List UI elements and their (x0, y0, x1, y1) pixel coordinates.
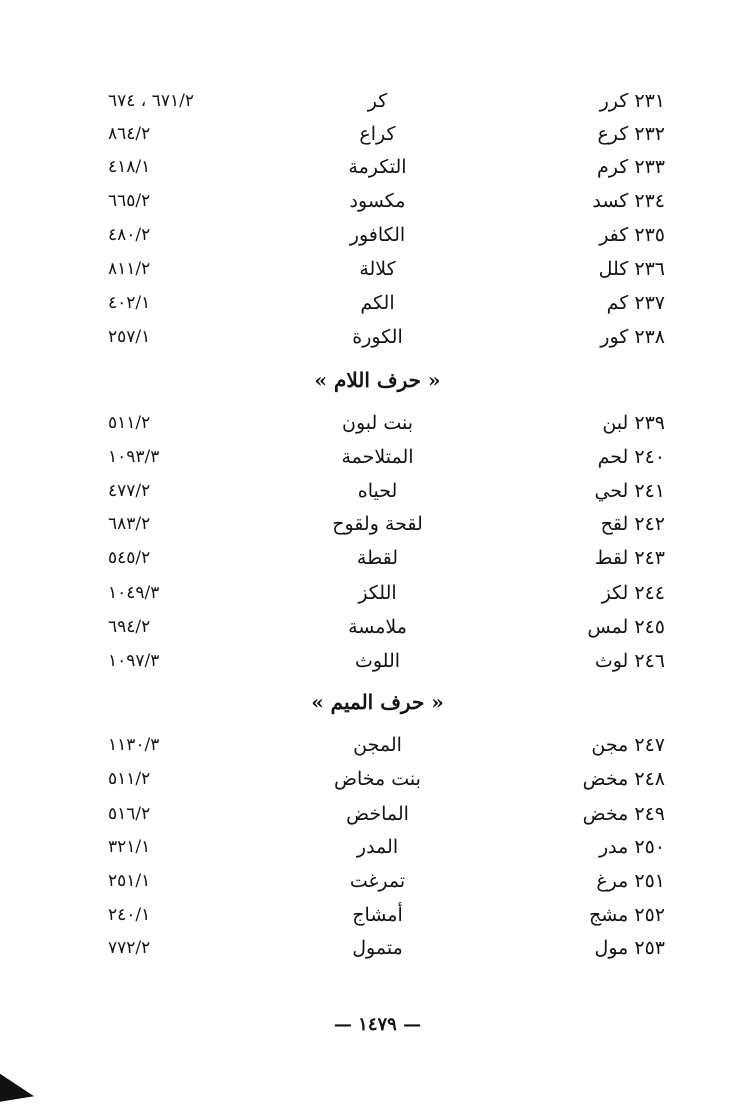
page-reference: ٢٥٧/١ (108, 327, 151, 347)
word-entry: الماخض (346, 803, 409, 825)
word-entry: اللوث (354, 650, 401, 672)
table-row (0, 610, 755, 644)
word-entry: الكافور (349, 224, 406, 246)
word-entry: بنت مخاض (334, 768, 421, 790)
table-row (0, 218, 755, 252)
root-entry: ٢٣٨ كور (600, 326, 665, 348)
root-entry: ٢٣٣ كرم (597, 156, 665, 178)
word-entry: كلالة (359, 258, 396, 280)
root-entry: ٢٤٩ مخض (582, 803, 665, 825)
page-reference: ١٠٩٣/٣ (108, 447, 160, 467)
root-entry: ٢٣٧ كم (606, 292, 665, 314)
word-entry: كر (367, 90, 388, 112)
word-entry: لحياه (357, 480, 398, 502)
page-reference: ٥١١/٢ (108, 769, 151, 789)
page-reference: ٧٧٢/٢ (108, 938, 151, 958)
root-entry: ٢٤٤ لكز (601, 582, 665, 604)
root-entry: ٢٥٢ مشج (588, 904, 665, 926)
page-reference: ١١٣٠/٣ (108, 735, 160, 755)
table-row (0, 644, 755, 678)
page-reference: ٥١١/٢ (108, 413, 151, 433)
root-entry: ٢٣٦ كلل (598, 258, 665, 280)
table-row (0, 440, 755, 474)
table-row (0, 507, 755, 541)
word-entry: اللكز (358, 582, 397, 604)
word-entry: بنت لبون (341, 412, 413, 434)
root-entry: ٢٥٠ مدر (599, 836, 665, 858)
root-entry: ٢٤٧ مجن (591, 734, 665, 756)
word-entry: المتلاحمة (341, 446, 414, 468)
word-entry: الكم (360, 292, 395, 314)
page-reference: ٢٤٠/١ (108, 905, 151, 925)
word-entry: المدر (356, 836, 399, 858)
page-number: — ١٤٧٩ — (333, 1014, 422, 1035)
page-reference: ٤٧٧/٢ (108, 481, 151, 501)
page-reference: ٦٧١/٢ ، ٦٧٤ (108, 91, 194, 111)
page-reference: ٨١١/٢ (108, 259, 151, 279)
root-entry: ٢٤٦ لوث (594, 650, 665, 672)
page-reference: ٨٦٤/٢ (108, 124, 151, 144)
word-entry: الكورة (352, 326, 403, 348)
word-entry: كراع (359, 123, 396, 145)
table-row (0, 406, 755, 440)
word-entry: لقحة ولقوح (332, 513, 423, 535)
word-entry: تمرغت (349, 870, 406, 892)
table-row (0, 576, 755, 610)
table-row (0, 931, 755, 965)
table-row (0, 762, 755, 796)
root-entry: ٢٥١ مرغ (596, 870, 665, 892)
page-reference: ٢٥١/١ (108, 871, 151, 891)
word-entry: ملامسة (348, 616, 407, 638)
root-entry: ٢٣٤ كسد (592, 190, 665, 212)
root-entry: ٢٣٩ لبن (602, 412, 665, 434)
page-reference: ٦٨٣/٢ (108, 514, 151, 534)
page-reference: ٥٤٥/٢ (108, 548, 151, 568)
root-entry: ٢٤١ لحي (594, 480, 665, 502)
table-row (0, 541, 755, 575)
word-entry: مكسود (349, 190, 406, 212)
table-row (0, 474, 755, 508)
table-row (0, 797, 755, 831)
root-entry: ٢٤٨ مخض (582, 768, 665, 790)
table-row (0, 252, 755, 286)
table-row (0, 84, 755, 118)
section-heading-mim: « حرف الميم » (311, 690, 444, 714)
page-reference: ٤٠٢/١ (108, 293, 151, 313)
page-reference: ٥١٦/٢ (108, 804, 151, 824)
page-reference: ١٠٩٧/٣ (108, 651, 160, 671)
root-entry: ٢٥٣ مول (594, 937, 665, 959)
page-reference: ٦٦٥/٢ (108, 191, 151, 211)
section-heading-lam: « حرف اللام » (314, 368, 441, 392)
word-entry: أمشاج (352, 904, 403, 926)
page-reference: ٤١٨/١ (108, 157, 151, 177)
word-entry: المجن (353, 734, 402, 756)
page-reference: ٣٢١/١ (108, 837, 151, 857)
root-entry: ٢٤٥ لمس (587, 616, 665, 638)
table-row (0, 830, 755, 864)
word-entry: متمول (352, 937, 403, 959)
table-row (0, 728, 755, 762)
root-entry: ٢٣١ كرر (599, 90, 665, 112)
page-reference: ٦٩٤/٢ (108, 617, 151, 637)
table-row (0, 117, 755, 151)
scan-corner-mark (0, 1074, 34, 1110)
table-row (0, 320, 755, 354)
table-row (0, 286, 755, 320)
table-row (0, 184, 755, 218)
page-reference: ٤٨٠/٢ (108, 225, 151, 245)
word-entry: لقطة (356, 547, 399, 569)
root-entry: ٢٤٢ لقح (600, 513, 665, 535)
word-entry: التكرمة (348, 156, 407, 178)
root-entry: ٢٣٢ كرع (597, 123, 665, 145)
table-row (0, 898, 755, 932)
root-entry: ٢٤٠ لحم (597, 446, 665, 468)
root-entry: ٢٣٥ كفر (599, 224, 665, 246)
root-entry: ٢٤٣ لقط (594, 547, 665, 569)
page-reference: ١٠٤٩/٣ (108, 583, 160, 603)
table-row (0, 150, 755, 184)
table-row (0, 864, 755, 898)
